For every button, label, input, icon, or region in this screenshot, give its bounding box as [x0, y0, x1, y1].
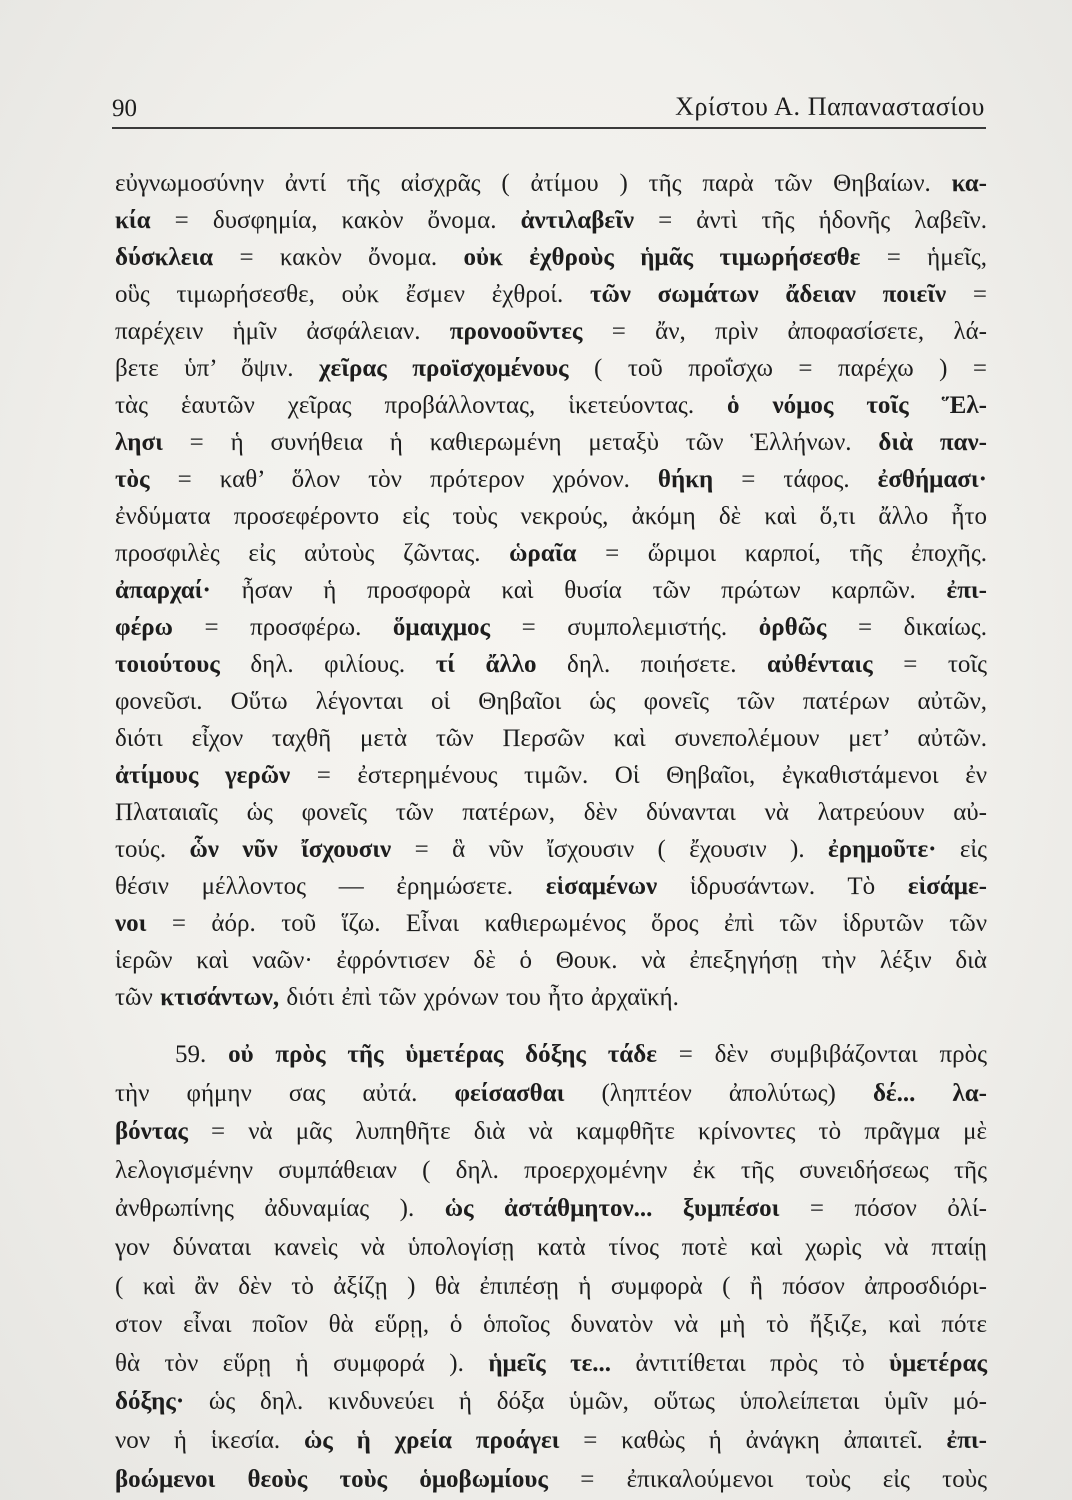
bold-term: ἐπι- [946, 1426, 987, 1454]
text-run: 59. [175, 1041, 229, 1068]
text-run: ἦσαν ἡ προσφορὰ καὶ θυσία τῶν πρώτων καρπῶν. [210, 577, 947, 604]
bold-term: ἀτίμους γερῶν [115, 762, 291, 789]
text-line [115, 572, 987, 609]
bold-term: οὐκ ἐχθροὺς ἡμᾶς τιμωρήσεσθε [463, 244, 861, 271]
text-line [115, 424, 987, 461]
text-line [115, 165, 987, 202]
text-run: = συμπολεμιστής. [490, 614, 759, 641]
bold-term: ἀπαρχαί· [115, 577, 211, 604]
text-run: = ἡ συνήθεια ἡ καθιερωμένη μεταξὺ τῶν Ἑλλήνων. [162, 429, 879, 456]
bold-term: ἀντιλαβεῖν [520, 207, 634, 234]
text-line [115, 1383, 987, 1422]
bold-term: φέρω [115, 614, 173, 641]
text-run: = καθ’ ὅλον τὸν πρότερον χρόνον. [149, 466, 658, 493]
text-line [115, 1229, 987, 1268]
bold-term: ὁ νόμος τοῖς Ἕλ- [727, 392, 987, 419]
bold-term: ὀρθῶς [758, 614, 827, 641]
bold-term: δέ... λα- [872, 1079, 987, 1107]
text-run: ἱερῶν καὶ ναῶν· ἐφρόντισεν δὲ ὁ Θουκ. νὰ ἐπεξηγήσῃ τὴν λέξιν διὰ [115, 947, 987, 974]
text-line [115, 313, 987, 350]
text-line [115, 535, 987, 572]
text-run: ἐνδύματα προσεφέροντο εἰς τοὺς νεκρούς, ἀκόμη δὲ καὶ ὅ,τι ἄλλο ἦτο [115, 503, 987, 530]
text-run: οὓς τιμωρήσεσθε, οὐκ ἔσμεν ἐχθροί. [115, 281, 590, 308]
text-line [115, 979, 987, 1016]
text-run: = τάφος. [713, 466, 878, 493]
text-run: = πόσον ὀλί- [779, 1195, 987, 1223]
bold-term: ὅμαιχμος [392, 614, 491, 641]
text-run: Πλαταιαῖς ὡς φονεῖς τῶν πατέρων, δὲν δύνανται νὰ λατρεύουν αὐ- [115, 799, 987, 826]
bold-term: ὧν νῦν ἴσχουσιν [189, 836, 392, 863]
text-line [115, 1113, 987, 1152]
text-line [115, 1461, 987, 1500]
text-line [115, 350, 987, 387]
text-line [115, 239, 987, 276]
text-run: θὰ τὸν εὕρῃ ἡ συμφορά ). [115, 1349, 489, 1377]
text-run: παρέχειν ἡμῖν ἀσφάλειαν. [115, 318, 450, 345]
text-run: = νὰ μᾶς λυπηθῆτε διὰ νὰ καμφθῆτε κρίνοντες τὸ πρᾶγμα μὲ [187, 1118, 987, 1146]
bold-term: δόξης· [115, 1388, 185, 1416]
text-run: ( καὶ ἂν δὲν τὸ ἀξίζῃ ) θὰ ἐπιπέσῃ ἡ συμφορὰ ( ἢ πόσον ἀπροσδιόρι- [115, 1272, 987, 1300]
bold-term: ἐσθήμασι· [877, 466, 987, 493]
bold-term: ὡραῖα [509, 540, 577, 567]
bold-term: ὡς ἡ χρεία προάγει [303, 1426, 560, 1454]
text-run: (ληπτέον ἀπολύτως) [564, 1079, 873, 1107]
bold-term: διὰ παν- [878, 429, 987, 456]
text-run: = ἀντὶ τῆς ἡδονῆς λαβεῖν. [634, 207, 987, 234]
text-run: = δὲν συμβιβάζονται πρὸς [656, 1041, 987, 1068]
text-run: = δυσφημία, κακὸν ὄνομα. [150, 207, 521, 234]
text-line [115, 387, 987, 424]
text-run: ( τοῦ προΐσχω = παρέχω ) = [568, 355, 987, 382]
bold-term: ὑμετέρας [889, 1349, 987, 1377]
text-run: = καθὼς ἡ ἀνάγκη ἀπαιτεῖ. [559, 1426, 947, 1454]
bold-term: κία [115, 207, 151, 234]
text-run: εὐγνωμοσύνην ἀντί τῆς αἰσχρᾶς ( ἀτίμου ) τῆς παρὰ τῶν Θηβαίων. [115, 170, 952, 197]
text-line [115, 202, 987, 239]
paragraph [115, 165, 987, 1016]
text-run: ἀνθρωπίνης ἀδυναμίας ). [115, 1195, 445, 1223]
text-run: βετε ὑπ’ ὄψιν. [115, 355, 319, 382]
text-line [115, 1152, 987, 1191]
running-title: Χρίστου Α. Παπαναστασίου [675, 92, 985, 121]
bold-term: κα- [951, 170, 987, 197]
text-line [115, 905, 987, 942]
text-run: = ἡμεῖς, [860, 244, 987, 271]
bold-term: ὡς ἀστάθμητον... ξυμπέσοι [444, 1195, 780, 1223]
text-run: = κακὸν ὄνομα. [213, 244, 464, 271]
text-line [115, 868, 987, 905]
text-line [115, 1422, 987, 1461]
paragraph [115, 1036, 987, 1499]
bold-term: θήκη [657, 466, 714, 493]
text-run: = ἐπικαλούμενοι τοὺς εἰς τοὺς [547, 1465, 988, 1493]
text-run: = ἄν, πρὶν ἀποφασίσετε, λά- [582, 318, 987, 345]
text-run: γον δύναται κανεὶς νὰ ὑπολογίσῃ κατὰ τίνος ποτὲ καὶ χωρὶς νὰ πταίῃ [115, 1233, 987, 1261]
text-run: τούς. [115, 836, 190, 863]
text-line [115, 1190, 987, 1229]
text-run: διότι ἐπὶ τῶν χρόνων του ἦτο ἀρχαϊκή. [279, 984, 679, 1011]
text-run: = τοῖς [872, 651, 987, 678]
bold-term: βόντας [115, 1118, 188, 1146]
text-line [115, 794, 987, 831]
text-run: δηλ. φιλίους. [219, 651, 436, 678]
text-run: στον εἶναι ποῖον θὰ εὕρῃ, ὁ ὁποῖος δυνατὸν νὰ μὴ τὸ ἤξιζε, καὶ πότε [115, 1311, 987, 1339]
bold-term: ἐρημοῦτε· [828, 836, 937, 863]
page-number: 90 [112, 95, 137, 122]
text-line [115, 1306, 987, 1345]
text-line [115, 831, 987, 868]
text-line [115, 720, 987, 757]
bold-term: ἐπι- [946, 577, 987, 604]
bold-term: τὸς [115, 466, 150, 493]
text-run: θέσιν μέλλοντος — ἐρημώσετε. [115, 873, 546, 900]
text-line [115, 1036, 987, 1075]
text-run: = ἃ νῦν ἴσχουσιν ( ἔχουσιν ). [391, 836, 829, 863]
bold-term: τῶν σωμάτων ἄδειαν ποιεῖν [589, 281, 947, 308]
bold-term: οὐ πρὸς τῆς ὑμετέρας δόξης τάδε [228, 1041, 657, 1068]
text-run: = [946, 281, 987, 308]
text-line [115, 757, 987, 794]
text-run: προσφιλὲς εἰς αὐτοὺς ζῶντας. [115, 540, 510, 567]
text-line [115, 646, 987, 683]
text-run: ἱδρυσάντων. Τὸ [657, 873, 908, 900]
bold-term: λησι [115, 429, 163, 456]
text-line [115, 609, 987, 646]
bold-term: τοιούτους [115, 651, 220, 678]
text-run: = ἀόρ. τοῦ ἵζω. Εἶναι καθιερωμένος ὅρος ἐπὶ τῶν ἱδρυτῶν τῶν [146, 910, 987, 937]
bold-term: χεῖρας προϊσχομένους [319, 355, 569, 382]
bold-term: εἱσαμένων [545, 873, 658, 900]
text-run: νον ἡ ἱκεσία. [115, 1426, 304, 1454]
text-line [115, 1345, 987, 1384]
text-line [115, 942, 987, 979]
text-run: δηλ. ποιήσετε. [536, 651, 768, 678]
bold-term: προνοοῦντες [449, 318, 583, 345]
text-run: ἀντιτίθεται πρὸς τὸ [611, 1349, 890, 1377]
bold-term: δύσκλεια [115, 244, 214, 271]
text-line [115, 1268, 987, 1307]
text-line [115, 461, 987, 498]
text-run: = ὥριμοι καρποί, τῆς ἐποχῆς. [576, 540, 988, 567]
text-line [115, 276, 987, 313]
text-run: τὴν φήμην σας αὐτά. [115, 1079, 455, 1107]
bold-term: νοι [115, 910, 147, 937]
bold-term: ἡμεῖς τε... [488, 1349, 612, 1377]
bold-term: τί ἄλλο [435, 651, 537, 678]
text-run: διότι εἶχον ταχθῆ μετὰ τῶν Περσῶν καὶ συνεπολέμουν μετ’ αὐτῶν. [115, 725, 987, 752]
bold-term: φείσασθαι [454, 1079, 565, 1107]
bold-term: κτισάντων, [160, 984, 280, 1011]
bold-term: βοώμενοι θεοὺς τοὺς ὁμοβωμίους [115, 1465, 548, 1493]
text-line [115, 1075, 987, 1114]
header-rule [112, 127, 986, 129]
text-run: εἰς [936, 836, 988, 863]
text-run: = προσφέρω. [172, 614, 393, 641]
text-run: φονεῦσι. Οὕτω λέγονται οἱ Θηβαῖοι ὡς φονεῖς τῶν πατέρων αὐτῶν, [115, 688, 987, 715]
text-line [115, 498, 987, 535]
text-run: τῶν [115, 984, 161, 1011]
text-run: λελογισμένην συμπάθειαν ( δηλ. προερχομένην ἐκ τῆς συνειδήσεως τῆς [115, 1156, 987, 1184]
text-run: ὡς δηλ. κινδυνεύει ἡ δόξα ὑμῶν, οὕτως ὑπολείπεται ὑμῖν μό- [184, 1388, 987, 1416]
text-run: = ἐστερημένους τιμῶν. Οἱ Θηβαῖοι, ἐγκαθιστάμενοι ἐν [290, 762, 987, 789]
text-run: = δικαίως. [826, 614, 987, 641]
bold-term: αὐθένταις [767, 651, 873, 678]
text-line [115, 683, 987, 720]
bold-term: εἱσάμε- [907, 873, 987, 900]
text-run: τὰς ἑαυτῶν χεῖρας προβάλλοντας, ἱκετεύοντας. [115, 392, 728, 419]
